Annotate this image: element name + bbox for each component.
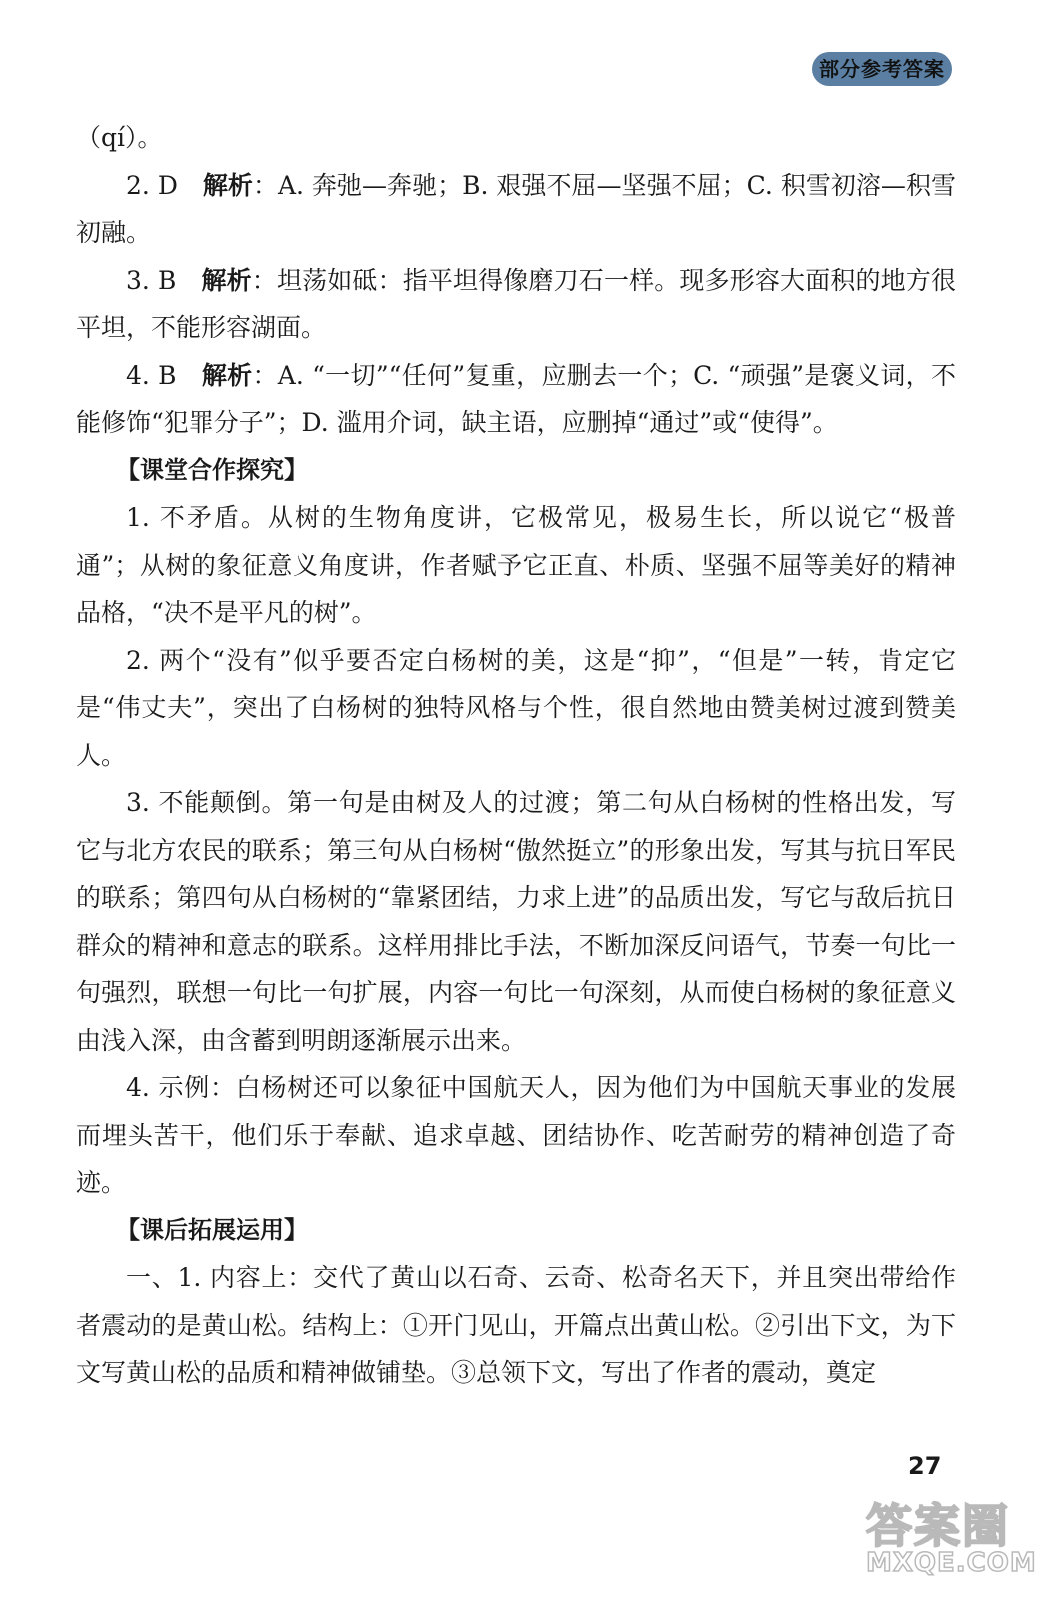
section-heading-extension: 【课后拓展运用】 bbox=[116, 1215, 308, 1244]
section-heading-classroom: 【课堂合作探究】 bbox=[116, 455, 308, 484]
answer-item-2 bbox=[76, 162, 956, 257]
answer-item-3 bbox=[76, 257, 956, 352]
answer-item-4 bbox=[76, 352, 956, 447]
section-tab: 部分参考答案 bbox=[812, 52, 952, 86]
item-text: ：坦荡如砥：指平坦得像磨刀石一样。现多形容大面积的地方很平坦，不能形容湖面。 bbox=[76, 265, 956, 342]
item-number: 4. B bbox=[126, 360, 177, 390]
watermark-logo bbox=[866, 1490, 1036, 1595]
item-number: 2. D bbox=[126, 170, 178, 200]
explore-item-4: 4. 示例：白杨树还可以象征中国航天人，因为他们为中国航天事业的发展而埋头苦干，他们乐于奉献、追求卓越、团结协作、吃苦耐劳的精神创造了奇迹。 bbox=[76, 1073, 956, 1197]
item-number: 3. B bbox=[126, 265, 177, 295]
explore-item-3: 3. 不能颠倒。第一句是由树及人的过渡；第二句从白杨树的性格出发，写它与北方农民的联系；第三句从白杨树“傲然挺立”的形象出发，写其与抗日军民的联系；第四句从白杨树的“靠紧团结，力求上进”的品质出发，写它与敌后抗日群众的精神和意志的联系。这样用排比手法，不断加深反问语气，节奏一句比一句强烈，联想一句比一句扩展，内容一句比一句深刻，从而使白杨树的象征意义由浅入深，由含蓄到明朗逐渐展示出来。 bbox=[76, 788, 956, 1055]
explore-item-1: 1. 不矛盾。从树的生物角度讲，它极常见，极易生长，所以说它“极普通”；从树的象征意义角度讲，作者赋予它正直、朴质、坚强不屈等美好的精神品格，“决不是平凡的树”。 bbox=[76, 503, 956, 627]
watermark-url: MXQE.COM bbox=[866, 1548, 1037, 1578]
watermark-logo-text: 答案圈 bbox=[866, 1499, 1010, 1553]
analysis-label: 解析 bbox=[201, 360, 253, 390]
item-text: ：A. “一切”“任何”复重，应删去一个；C. “顽强”是褒义词，不能修饰“犯罪分子”；D. 滥用介词，缺主语，应删掉“通过”或“使得”。 bbox=[76, 360, 957, 437]
analysis-label: 解析 bbox=[202, 170, 253, 200]
page-number: 27 bbox=[908, 1452, 942, 1480]
explore-item-2: 2. 两个“没有”似乎要否定白杨树的美，这是“抑”，“但是”一转，肯定它是“伟丈夫”，突出了白杨树的独特风格与个性，很自然地由赞美树过渡到赞美人。 bbox=[76, 645, 956, 770]
analysis-label: 解析 bbox=[201, 265, 252, 295]
extension-item-1: 一、1. 内容上：交代了黄山以石奇、云奇、松奇名天下，并且突出带给作者震动的是黄山松。结构上：①开门见山，开篇点出黄山松。②引出下文，为下文写黄山松的品质和精神做铺垫。③总领下文，写出了作者的震动，奠定 bbox=[76, 1263, 956, 1387]
answer-content bbox=[76, 114, 956, 1397]
item-text: ：A. 奔弛—奔驰；B. 艰强不屈—坚强不屈；C. 积雪初溶—积雪初融。 bbox=[76, 170, 956, 247]
paragraph-0: （qí）。 bbox=[76, 123, 163, 152]
